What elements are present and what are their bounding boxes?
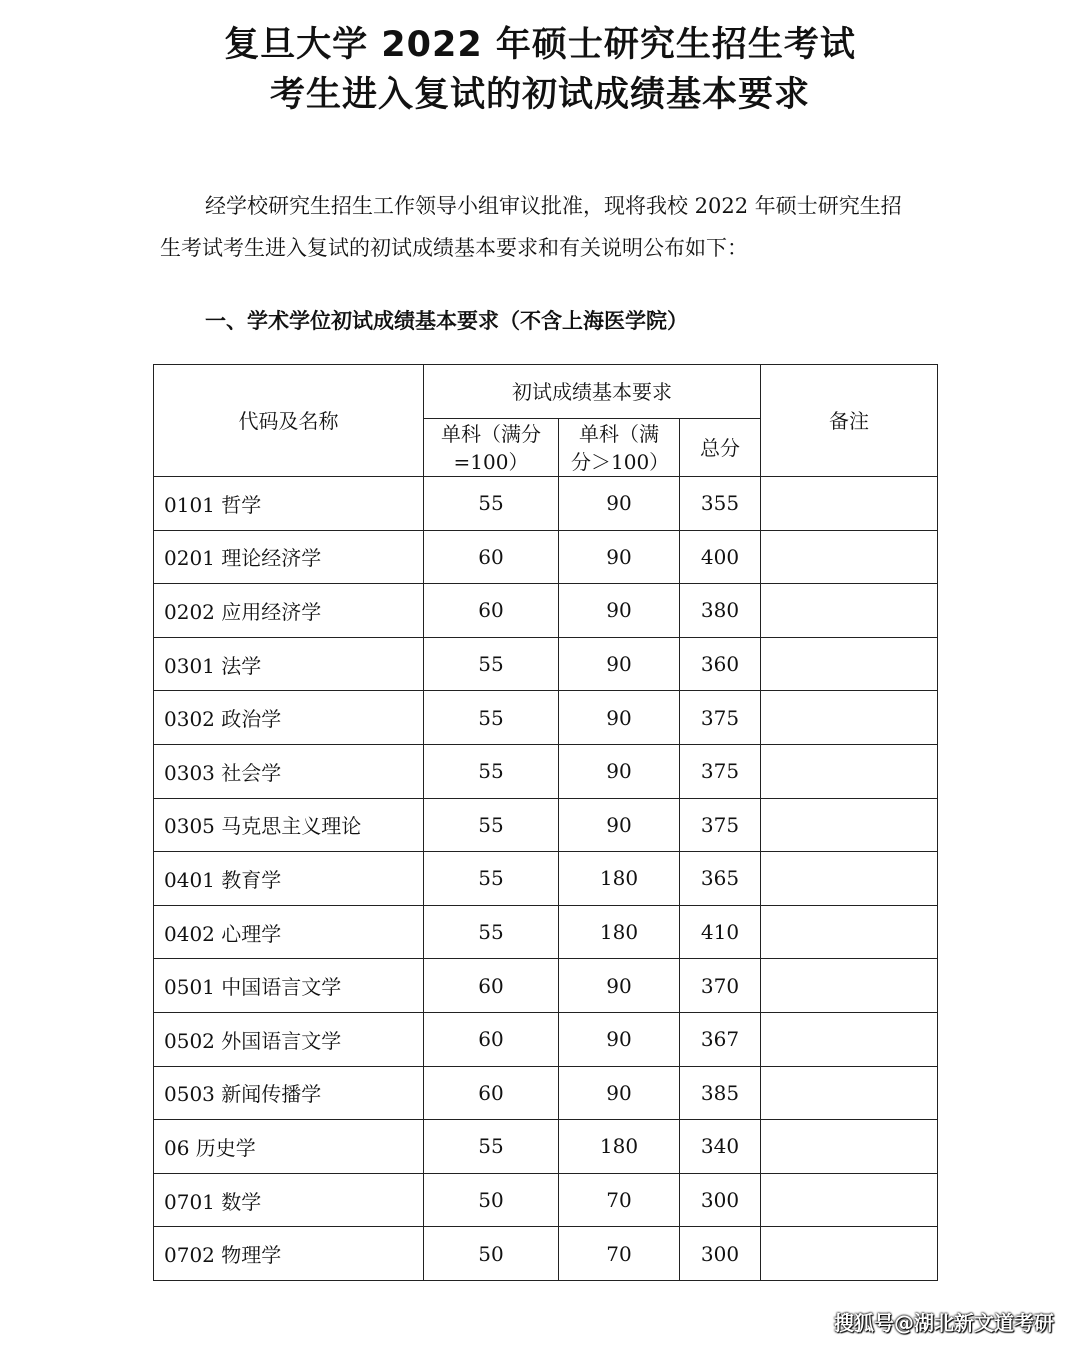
cell-discipline-name: 0503 新闻传播学 — [154, 1066, 424, 1120]
cell-single-subject-over-100: 70 — [559, 1227, 680, 1281]
cell-single-subject-100: 55 — [424, 477, 559, 531]
cell-remark — [761, 1012, 938, 1066]
cell-single-subject-over-100: 90 — [559, 744, 680, 798]
cell-single-subject-over-100: 90 — [559, 1066, 680, 1120]
cell-single-subject-100: 50 — [424, 1227, 559, 1281]
cell-discipline-name: 0401 教育学 — [154, 852, 424, 906]
cell-discipline-name: 0101 哲学 — [154, 477, 424, 531]
cell-single-subject-100: 60 — [424, 1012, 559, 1066]
cell-single-subject-100: 55 — [424, 1120, 559, 1174]
cell-single-subject-100: 60 — [424, 584, 559, 638]
cell-single-subject-100: 55 — [424, 852, 559, 906]
cell-single-subject-100: 55 — [424, 905, 559, 959]
cell-total-score: 360 — [680, 637, 761, 691]
watermark-text: 搜狐号@湖北新文道考研 — [834, 1311, 1054, 1335]
table-row — [154, 852, 938, 906]
cell-single-subject-over-100: 70 — [559, 1173, 680, 1227]
table-row — [154, 798, 938, 852]
cell-discipline-name: 0303 社会学 — [154, 744, 424, 798]
table-row — [154, 959, 938, 1013]
cell-single-subject-over-100: 90 — [559, 530, 680, 584]
cell-discipline-name: 0701 数学 — [154, 1173, 424, 1227]
cell-total-score: 367 — [680, 1012, 761, 1066]
cell-total-score: 355 — [680, 477, 761, 531]
cell-single-subject-100: 55 — [424, 744, 559, 798]
cell-discipline-name: 0201 理论经济学 — [154, 530, 424, 584]
cell-remark — [761, 530, 938, 584]
cell-single-subject-over-100: 90 — [559, 637, 680, 691]
section-heading: 一、学术学位初试成绩基本要求（不含上海医学院） — [205, 309, 688, 333]
table-row — [154, 1173, 938, 1227]
cell-single-subject-100: 50 — [424, 1173, 559, 1227]
cell-total-score: 370 — [680, 959, 761, 1013]
cell-single-subject-100: 55 — [424, 798, 559, 852]
header-remark: 备注 — [761, 365, 938, 477]
cell-single-subject-over-100: 180 — [559, 1120, 680, 1174]
document-title-line2: 考生进入复试的初试成绩基本要求 — [269, 75, 810, 115]
cell-total-score: 300 — [680, 1227, 761, 1281]
cell-remark — [761, 691, 938, 745]
table-row — [154, 584, 938, 638]
table-row — [154, 691, 938, 745]
score-requirements-table — [153, 364, 938, 1281]
cell-discipline-name: 0502 外国语言文学 — [154, 1012, 424, 1066]
cell-remark — [761, 1066, 938, 1120]
table-row — [154, 637, 938, 691]
cell-remark — [761, 744, 938, 798]
cell-single-subject-over-100: 180 — [559, 905, 680, 959]
intro-paragraph-line2: 生考试考生进入复试的初试成绩基本要求和有关说明公布如下： — [160, 236, 748, 260]
cell-total-score: 385 — [680, 1066, 761, 1120]
cell-single-subject-over-100: 90 — [559, 1012, 680, 1066]
cell-discipline-name: 0301 法学 — [154, 637, 424, 691]
cell-total-score: 375 — [680, 798, 761, 852]
cell-remark — [761, 798, 938, 852]
table-row — [154, 1120, 938, 1174]
cell-total-score: 400 — [680, 530, 761, 584]
cell-remark — [761, 584, 938, 638]
cell-single-subject-over-100: 90 — [559, 477, 680, 531]
cell-single-subject-over-100: 90 — [559, 959, 680, 1013]
cell-total-score: 410 — [680, 905, 761, 959]
cell-total-score: 380 — [680, 584, 761, 638]
document-title-line1: 复旦大学 2022 年硕士研究生招生考试 — [224, 25, 856, 65]
cell-discipline-name: 0302 政治学 — [154, 691, 424, 745]
cell-single-subject-over-100: 90 — [559, 584, 680, 638]
header-single-subject-over-100: 单科（满分＞100） — [559, 419, 680, 477]
table-row — [154, 530, 938, 584]
table-row — [154, 1066, 938, 1120]
cell-single-subject-over-100: 90 — [559, 691, 680, 745]
cell-remark — [761, 477, 938, 531]
table-row — [154, 744, 938, 798]
cell-single-subject-100: 55 — [424, 637, 559, 691]
cell-remark — [761, 959, 938, 1013]
header-total-score: 总分 — [680, 419, 761, 477]
cell-total-score: 300 — [680, 1173, 761, 1227]
cell-discipline-name: 0202 应用经济学 — [154, 584, 424, 638]
cell-remark — [761, 1173, 938, 1227]
cell-total-score: 375 — [680, 744, 761, 798]
cell-remark — [761, 637, 938, 691]
cell-discipline-name: 06 历史学 — [154, 1120, 424, 1174]
cell-single-subject-100: 55 — [424, 691, 559, 745]
cell-remark — [761, 1120, 938, 1174]
cell-total-score: 340 — [680, 1120, 761, 1174]
header-code-name: 代码及名称 — [154, 365, 424, 477]
header-score-requirements: 初试成绩基本要求 — [424, 365, 761, 419]
table-row — [154, 905, 938, 959]
cell-remark — [761, 852, 938, 906]
cell-total-score: 365 — [680, 852, 761, 906]
cell-discipline-name: 0702 物理学 — [154, 1227, 424, 1281]
cell-remark — [761, 905, 938, 959]
table-row — [154, 1227, 938, 1281]
table-row — [154, 1012, 938, 1066]
cell-single-subject-over-100: 90 — [559, 798, 680, 852]
table-row — [154, 477, 938, 531]
cell-remark — [761, 1227, 938, 1281]
cell-total-score: 375 — [680, 691, 761, 745]
cell-single-subject-over-100: 180 — [559, 852, 680, 906]
cell-discipline-name: 0305 马克思主义理论 — [154, 798, 424, 852]
header-single-subject-100: 单科（满分=100） — [424, 419, 559, 477]
intro-paragraph-line1: 经学校研究生招生工作领导小组审议批准，现将我校 2022 年硕士研究生招 — [205, 194, 902, 218]
cell-single-subject-100: 60 — [424, 1066, 559, 1120]
cell-discipline-name: 0501 中国语言文学 — [154, 959, 424, 1013]
cell-single-subject-100: 60 — [424, 530, 559, 584]
cell-single-subject-100: 60 — [424, 959, 559, 1013]
cell-discipline-name: 0402 心理学 — [154, 905, 424, 959]
